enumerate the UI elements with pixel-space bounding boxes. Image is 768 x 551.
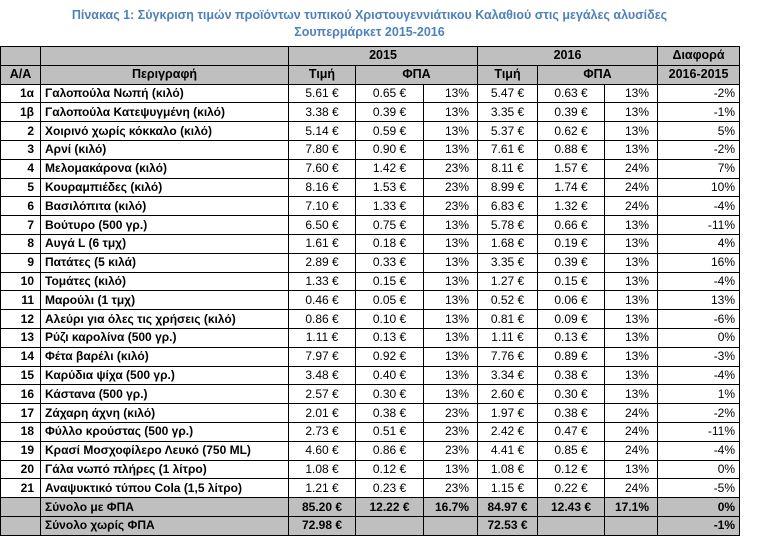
price-2016: 3.34 € [478, 366, 538, 385]
description: Τομάτες (κιλό) [41, 272, 289, 291]
row-number: 17 [1, 404, 41, 423]
description: Αναψυκτικό τύπου Cola (1,5 λίτρο) [41, 479, 289, 498]
difference: -11% [658, 216, 740, 235]
vat-rate-2016: 13% [605, 140, 658, 159]
row-number: 13 [1, 328, 41, 347]
table-row [1, 216, 740, 235]
row-number: 2 [1, 122, 41, 141]
vat-rate-2015: 13% [424, 460, 478, 479]
vat-amount-2016: 0.89 € [538, 347, 605, 366]
vat-rate-2016: 13% [605, 216, 658, 235]
row-number: 1β [1, 103, 41, 122]
vat-rate-2015: 23% [424, 479, 478, 498]
price-2015: 3.48 € [289, 366, 356, 385]
price-2015: 7.10 € [289, 197, 356, 216]
vat-rate-2015: 23% [424, 197, 478, 216]
header-description: Περιγραφή [41, 65, 289, 84]
price-2016: 1.68 € [478, 234, 538, 253]
vat-rate-2016: 13% [605, 84, 658, 103]
table-row [1, 291, 740, 310]
price-2015: 85.20 € [289, 498, 356, 517]
price-2016: 5.37 € [478, 122, 538, 141]
vat-amount-2015: 0.75 € [356, 216, 424, 235]
header-diff-line1: Διαφορά [658, 47, 740, 66]
row-number: 21 [1, 479, 41, 498]
description: Ρύζι καρολίνα (500 γρ.) [41, 328, 289, 347]
vat-rate-2016: 13% [605, 366, 658, 385]
price-2015: 7.97 € [289, 347, 356, 366]
row-number: 6 [1, 197, 41, 216]
price-2016: 7.61 € [478, 140, 538, 159]
description: Καρύδια ψίχα (500 γρ.) [41, 366, 289, 385]
difference: 0% [658, 460, 740, 479]
vat-rate-2016: 24% [605, 197, 658, 216]
price-2015: 1.08 € [289, 460, 356, 479]
vat-amount-2016 [538, 516, 605, 535]
description: Γάλα νωπό πλήρες (1 λίτρο) [41, 460, 289, 479]
description: Αλεύρι για όλες τις χρήσεις (κιλό) [41, 310, 289, 329]
vat-rate-2016: 13% [605, 310, 658, 329]
table-row [1, 347, 740, 366]
table-row [1, 253, 740, 272]
price-2015: 5.14 € [289, 122, 356, 141]
vat-amount-2016: 12.43 € [538, 498, 605, 517]
vat-rate-2015: 23% [424, 178, 478, 197]
price-2016: 84.97 € [478, 498, 538, 517]
vat-rate-2015: 23% [424, 404, 478, 423]
vat-rate-2016: 13% [605, 347, 658, 366]
vat-rate-2016: 13% [605, 272, 658, 291]
vat-amount-2015: 0.92 € [356, 347, 424, 366]
price-2015: 2.73 € [289, 422, 356, 441]
price-2016: 72.53 € [478, 516, 538, 535]
vat-rate-2015: 13% [424, 234, 478, 253]
vat-amount-2015: 0.15 € [356, 272, 424, 291]
vat-amount-2016: 0.13 € [538, 328, 605, 347]
price-2015: 7.60 € [289, 159, 356, 178]
vat-amount-2015: 1.53 € [356, 178, 424, 197]
description: Χοιρινό χωρίς κόκκαλο (κιλό) [41, 122, 289, 141]
vat-rate-2016: 13% [605, 253, 658, 272]
description: Βούτυρο (500 γρ.) [41, 216, 289, 235]
vat-amount-2015: 1.42 € [356, 159, 424, 178]
price-2016: 2.60 € [478, 385, 538, 404]
row-number: 14 [1, 347, 41, 366]
price-2016: 8.99 € [478, 178, 538, 197]
vat-rate-2016 [605, 516, 658, 535]
description: Σύνολο με ΦΠΑ [41, 498, 289, 517]
difference: 7% [658, 159, 740, 178]
vat-amount-2016: 1.74 € [538, 178, 605, 197]
vat-amount-2015: 0.51 € [356, 422, 424, 441]
header-aa: Α/Α [1, 65, 41, 84]
row-number: 3 [1, 140, 41, 159]
vat-rate-2016: 24% [605, 441, 658, 460]
vat-rate-2016: 24% [605, 178, 658, 197]
vat-amount-2015: 0.13 € [356, 328, 424, 347]
vat-rate-2016: 13% [605, 328, 658, 347]
description: Κουραμπιέδες (κιλό) [41, 178, 289, 197]
price-2016: 3.35 € [478, 103, 538, 122]
difference: 10% [658, 178, 740, 197]
description: Ζάχαρη άχνη (κιλό) [41, 404, 289, 423]
vat-amount-2016: 0.19 € [538, 234, 605, 253]
vat-rate-2015: 23% [424, 422, 478, 441]
header-vat-2015: ΦΠΑ [356, 65, 478, 84]
difference: 4% [658, 234, 740, 253]
description: Βασιλόπιτα (κιλό) [41, 197, 289, 216]
row-number: 10 [1, 272, 41, 291]
vat-amount-2016: 0.88 € [538, 140, 605, 159]
price-2015: 5.61 € [289, 84, 356, 103]
difference: -4% [658, 441, 740, 460]
vat-amount-2016: 0.63 € [538, 84, 605, 103]
vat-rate-2015: 13% [424, 84, 478, 103]
row-number: 5 [1, 178, 41, 197]
header-price-2016: Τιμή [478, 65, 538, 84]
header-year-2015: 2015 [289, 47, 478, 66]
price-2016: 8.11 € [478, 159, 538, 178]
difference: -2% [658, 140, 740, 159]
vat-amount-2016: 0.12 € [538, 460, 605, 479]
table-row [1, 422, 740, 441]
vat-amount-2015: 0.65 € [356, 84, 424, 103]
vat-amount-2015: 0.18 € [356, 234, 424, 253]
header-price-2015: Τιμή [289, 65, 356, 84]
price-2016: 5.78 € [478, 216, 538, 235]
difference: -5% [658, 479, 740, 498]
table-row [1, 404, 740, 423]
table-row [1, 366, 740, 385]
difference: -6% [658, 310, 740, 329]
vat-rate-2016: 24% [605, 159, 658, 178]
difference: -4% [658, 197, 740, 216]
row-number: 16 [1, 385, 41, 404]
price-2015: 8.16 € [289, 178, 356, 197]
vat-rate-2016: 13% [605, 122, 658, 141]
vat-rate-2016: 13% [605, 291, 658, 310]
vat-rate-2015: 13% [424, 103, 478, 122]
row-number: 9 [1, 253, 41, 272]
description: Κάστανα (500 γρ.) [41, 385, 289, 404]
vat-amount-2015: 0.86 € [356, 441, 424, 460]
vat-amount-2016: 0.39 € [538, 103, 605, 122]
price-2015: 0.86 € [289, 310, 356, 329]
vat-rate-2015: 13% [424, 347, 478, 366]
table-row [1, 178, 740, 197]
vat-amount-2015: 1.33 € [356, 197, 424, 216]
vat-amount-2016: 0.85 € [538, 441, 605, 460]
vat-amount-2015: 0.38 € [356, 404, 424, 423]
table-row [1, 140, 740, 159]
price-2015: 3.38 € [289, 103, 356, 122]
price-2015: 2.01 € [289, 404, 356, 423]
price-2015: 6.50 € [289, 216, 356, 235]
table-row [1, 310, 740, 329]
price-2015: 7.80 € [289, 140, 356, 159]
vat-rate-2016: 13% [605, 460, 658, 479]
description: Μελομακάρονα (κιλό) [41, 159, 289, 178]
vat-rate-2015: 13% [424, 216, 478, 235]
table-row [1, 385, 740, 404]
vat-rate-2015: 13% [424, 291, 478, 310]
table-row [1, 272, 740, 291]
table-row [1, 84, 740, 103]
row-number: 20 [1, 460, 41, 479]
price-2016: 1.15 € [478, 479, 538, 498]
vat-amount-2015: 0.59 € [356, 122, 424, 141]
table-row [1, 441, 740, 460]
table-title-line2: Σουπερμάρκετ 2015-2016 [294, 25, 445, 39]
description: Φύλλο κρούστας (500 γρ.) [41, 422, 289, 441]
description: Γαλοπούλα Νωπή (κιλό) [41, 84, 289, 103]
price-2016: 7.76 € [478, 347, 538, 366]
row-number: 11 [1, 291, 41, 310]
vat-rate-2016: 13% [605, 103, 658, 122]
price-2015: 1.33 € [289, 272, 356, 291]
price-2016: 4.41 € [478, 441, 538, 460]
vat-rate-2016: 24% [605, 404, 658, 423]
description: Γαλοπούλα Κατεψυγμένη (κιλό) [41, 103, 289, 122]
vat-rate-2016: 13% [605, 385, 658, 404]
vat-amount-2016: 0.47 € [538, 422, 605, 441]
row-number: 7 [1, 216, 41, 235]
vat-amount-2016: 0.22 € [538, 479, 605, 498]
difference: -3% [658, 347, 740, 366]
vat-rate-2016: 24% [605, 422, 658, 441]
vat-amount-2015: 12.22 € [356, 498, 424, 517]
table-row [1, 103, 740, 122]
description: Φέτα βαρέλι (κιλό) [41, 347, 289, 366]
table-row [1, 159, 740, 178]
vat-amount-2016: 0.66 € [538, 216, 605, 235]
difference: 1% [658, 385, 740, 404]
header-diff-line2: 2016-2015 [658, 65, 740, 84]
price-2015: 4.60 € [289, 441, 356, 460]
table-row [1, 460, 740, 479]
vat-amount-2016: 0.38 € [538, 404, 605, 423]
header-vat-2016: ΦΠΑ [538, 65, 658, 84]
table-row [1, 328, 740, 347]
total-row [1, 516, 740, 535]
row-number: 18 [1, 422, 41, 441]
table-title-line1: Πίνακας 1: Σύγκριση τιμών προϊόντων τυπικού Χριστουγεννιάτικου Καλαθιού στις μεγάλες αλυσίδες [71, 8, 668, 22]
price-2015: 1.61 € [289, 234, 356, 253]
vat-amount-2016: 0.06 € [538, 291, 605, 310]
header-blank [41, 47, 289, 66]
table-row [1, 479, 740, 498]
vat-rate-2015: 23% [424, 441, 478, 460]
price-2015: 2.57 € [289, 385, 356, 404]
table-row [1, 122, 740, 141]
description: Αυγά L (6 τμχ) [41, 234, 289, 253]
vat-amount-2015: 0.05 € [356, 291, 424, 310]
vat-rate-2015: 13% [424, 310, 478, 329]
vat-amount-2015: 0.39 € [356, 103, 424, 122]
vat-amount-2016: 0.30 € [538, 385, 605, 404]
row-number: 19 [1, 441, 41, 460]
price-2015: 72.98 € [289, 516, 356, 535]
price-2016: 0.52 € [478, 291, 538, 310]
difference: 5% [658, 122, 740, 141]
difference: -4% [658, 272, 740, 291]
description: Μαρούλι (1 τμχ) [41, 291, 289, 310]
difference: 16% [658, 253, 740, 272]
vat-amount-2016: 1.57 € [538, 159, 605, 178]
vat-rate-2015: 13% [424, 253, 478, 272]
row-number: 12 [1, 310, 41, 329]
difference: -1% [658, 516, 740, 535]
row-number: 8 [1, 234, 41, 253]
row-number: 4 [1, 159, 41, 178]
vat-rate-2015: 23% [424, 159, 478, 178]
description: Σύνολο χωρίς ΦΠΑ [41, 516, 289, 535]
price-2016: 2.42 € [478, 422, 538, 441]
difference: -2% [658, 404, 740, 423]
table-row [1, 197, 740, 216]
difference: -2% [658, 84, 740, 103]
difference: -4% [658, 366, 740, 385]
vat-rate-2016: 24% [605, 479, 658, 498]
total-row [1, 498, 740, 517]
vat-amount-2015: 0.12 € [356, 460, 424, 479]
header-year-2016: 2016 [478, 47, 658, 66]
difference: -11% [658, 422, 740, 441]
vat-amount-2015: 0.33 € [356, 253, 424, 272]
vat-rate-2016: 13% [605, 234, 658, 253]
price-2016: 5.47 € [478, 84, 538, 103]
vat-amount-2016: 0.09 € [538, 310, 605, 329]
price-2015: 1.11 € [289, 328, 356, 347]
table-row [1, 234, 740, 253]
vat-amount-2016: 0.39 € [538, 253, 605, 272]
vat-rate-2015: 13% [424, 366, 478, 385]
vat-amount-2015: 0.90 € [356, 140, 424, 159]
vat-rate-2015: 13% [424, 328, 478, 347]
price-2016: 1.08 € [478, 460, 538, 479]
price-2016: 6.83 € [478, 197, 538, 216]
price-2015: 2.89 € [289, 253, 356, 272]
price-2016: 1.11 € [478, 328, 538, 347]
vat-rate-2015: 13% [424, 385, 478, 404]
price-2016: 1.27 € [478, 272, 538, 291]
vat-amount-2016: 0.15 € [538, 272, 605, 291]
vat-amount-2015: 0.23 € [356, 479, 424, 498]
description: Αρνί (κιλό) [41, 140, 289, 159]
header-blank [1, 47, 41, 66]
difference: 0% [658, 328, 740, 347]
price-2015: 0.46 € [289, 291, 356, 310]
row-number [1, 498, 41, 517]
vat-amount-2016: 0.62 € [538, 122, 605, 141]
price-2016: 1.97 € [478, 404, 538, 423]
difference: 13% [658, 291, 740, 310]
vat-rate-2015 [424, 516, 478, 535]
vat-amount-2015: 0.40 € [356, 366, 424, 385]
vat-rate-2015: 13% [424, 122, 478, 141]
vat-rate-2016: 17.1% [605, 498, 658, 517]
vat-rate-2015: 13% [424, 140, 478, 159]
difference: -1% [658, 103, 740, 122]
row-number: 15 [1, 366, 41, 385]
price-2015: 1.21 € [289, 479, 356, 498]
vat-amount-2015: 0.30 € [356, 385, 424, 404]
vat-amount-2015: 0.10 € [356, 310, 424, 329]
price-2016: 0.81 € [478, 310, 538, 329]
difference: 0% [658, 498, 740, 517]
description: Κρασί Μοσχοφίλερο Λευκό (750 ML) [41, 441, 289, 460]
price-2016: 3.35 € [478, 253, 538, 272]
vat-amount-2016: 0.38 € [538, 366, 605, 385]
row-number: 1α [1, 84, 41, 103]
vat-amount-2015 [356, 516, 424, 535]
vat-rate-2015: 16.7% [424, 498, 478, 517]
price-comparison-table [0, 46, 740, 536]
row-number [1, 516, 41, 535]
vat-rate-2015: 13% [424, 272, 478, 291]
vat-amount-2016: 1.32 € [538, 197, 605, 216]
description: Πατάτες (5 κιλά) [41, 253, 289, 272]
